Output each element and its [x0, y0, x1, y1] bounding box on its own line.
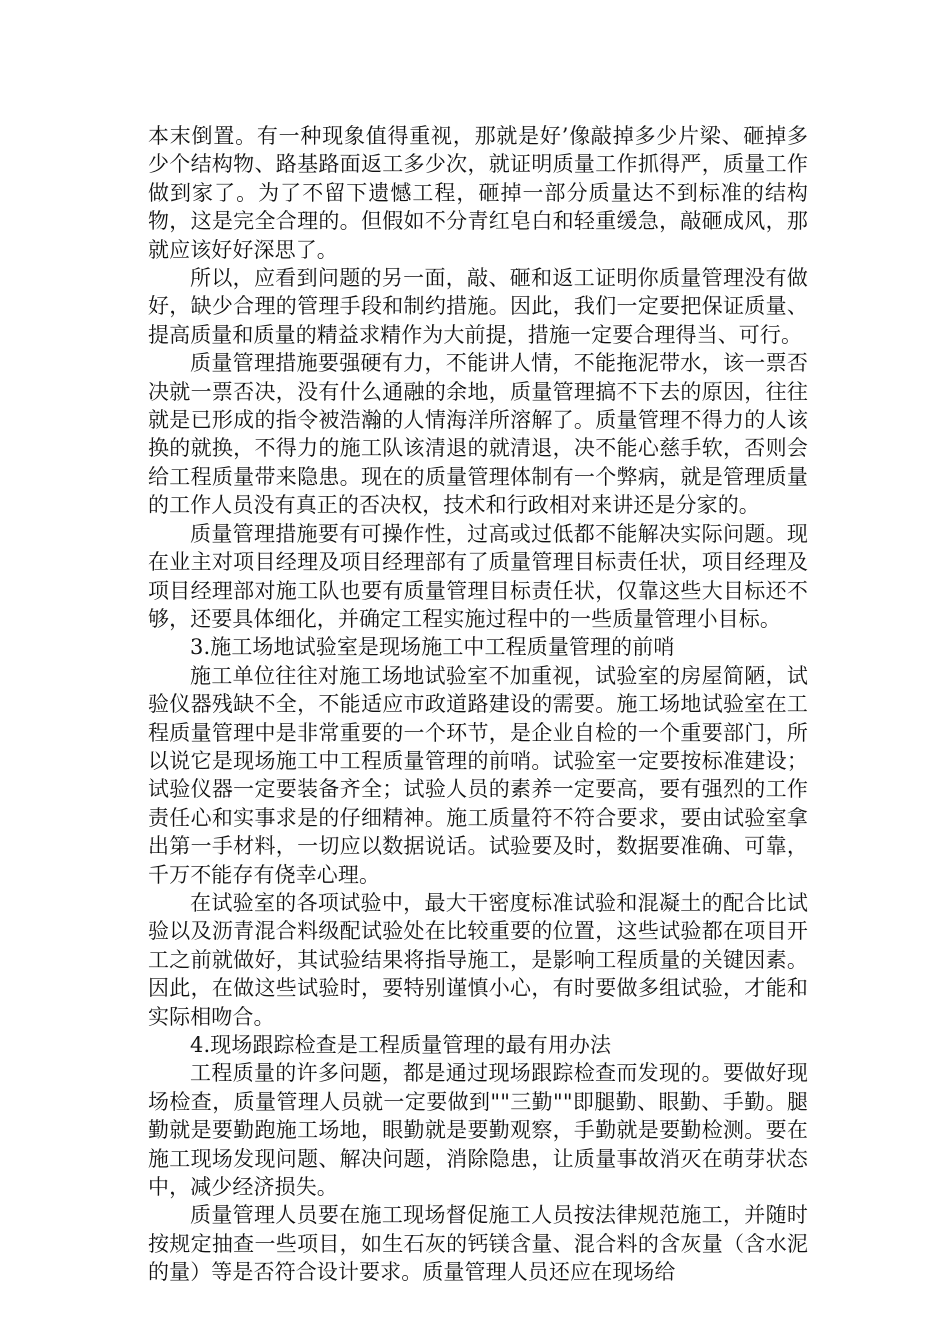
section-heading-3: 3.施工场地试验室是现场施工中工程质量管理的前哨 [190, 635, 675, 660]
paragraph-4: 质量管理措施要有可操作性，过高或过低都不能解决实际问题。现在业主对项目经理及项目经理部有了质量管理目标责任状，项目经理及项目经理部对施工队也要有质量管理目标责任状，仅靠这些大目标还不够，还要具体细化，并确定工程实施过程中的一些质量管理小目标。 [148, 521, 808, 631]
paragraph-6: 在试验室的各项试验中，最大干密度标准试验和混凝土的配合比试验以及沥青混合料级配试验处在比较重要的位置，这些试验都在项目开工之前就做好，其试验结果将指导施工，是影响工程质量的关键因素。因此，在做这些试验时，要特别谨慎小心，有时要做多组试验，才能和实际相吻合。 [148, 890, 808, 1029]
paragraph-7: 工程质量的许多问题，都是通过现场跟踪检查而发现的。要做好现场检查，质量管理人员就一定要做到""三勤""即腿勤、眼勤、手勤。腿勤就是要勤跑施工场地，眼勤就是要勤观察，手勤就是要勤检测。要在施工现场发现问题、解决问题，消除隐患，让质量事故消灭在萌芽状态中，减少经济损失。 [148, 1061, 808, 1200]
section-heading-4: 4.现场跟踪检查是工程质量管理的最有用办法 [190, 1033, 612, 1057]
paragraph-3: 质量管理措施要强硬有力，不能讲人情，不能拖泥带水，该一票否决就一票否决，没有什么通融的余地，质量管理搞不下去的原因，往往就是已形成的指令被浩瀚的人情海洋所溶解了。质量管理不得力的人该换的就换，不得力的施工队该清退的就清退，决不能心慈手软，否则会给工程质量带来隐患。现在的质量管理体制有一个弊病，就是管理质量的工作人员没有真正的否决权，技术和行政相对来讲还是分家的。 [148, 351, 808, 518]
paragraph-1: 本末倒置。有一种现象值得重视，那就是好’像敲掉多少片梁、砸掉多少个结构物、路基路面返工多少次，就证明质量工作抓得严，质量工作做到家了。为了不留下遗憾工程，砸掉一部分质量达不到标准的结构物，这是完全合理的。但假如不分青红皂白和轻重缓急，敲砸成风，那就应该好好深思了。 [148, 124, 808, 262]
paragraph-8: 质量管理人员要在施工现场督促施工人员按法律规范施工，并随时按规定抽查一些项目，如生石灰的钙镁含量、混合料的含灰量（含水泥的量）等是否符合设计要求。质量管理人员还应在现场给 [148, 1203, 808, 1285]
document-page [148, 122, 808, 1287]
paragraph-2: 所以，应看到问题的另一面，敲、砸和返工证明你质量管理没有做好，缺少合理的管理手段和制约措施。因此，我们一定要把保证质量、提高质量和质量的精益求精作为大前提，措施一定要合理得当、可行。 [148, 266, 808, 347]
paragraph-5: 施工单位往往对施工场地试验室不加重视，试验室的房屋简陋，试验仪器残缺不全，不能适应市政道路建设的需要。施工场地试验室在工程质量管理中是非常重要的一个环节，是企业自检的一个重要部门，所以说它是现场施工中工程质量管理的前哨。试验室一定要按标准建设；试验仪器一定要装备齐全；试验人员的素养一定要高，要有强烈的工作责任心和实事求是的仔细精神。施工质量符不符合要求，要由试验室拿出第一手材料，一切应以数据说话。试验要及时，数据要准确、可靠，千万不能存有侥幸心理。 [148, 663, 808, 887]
